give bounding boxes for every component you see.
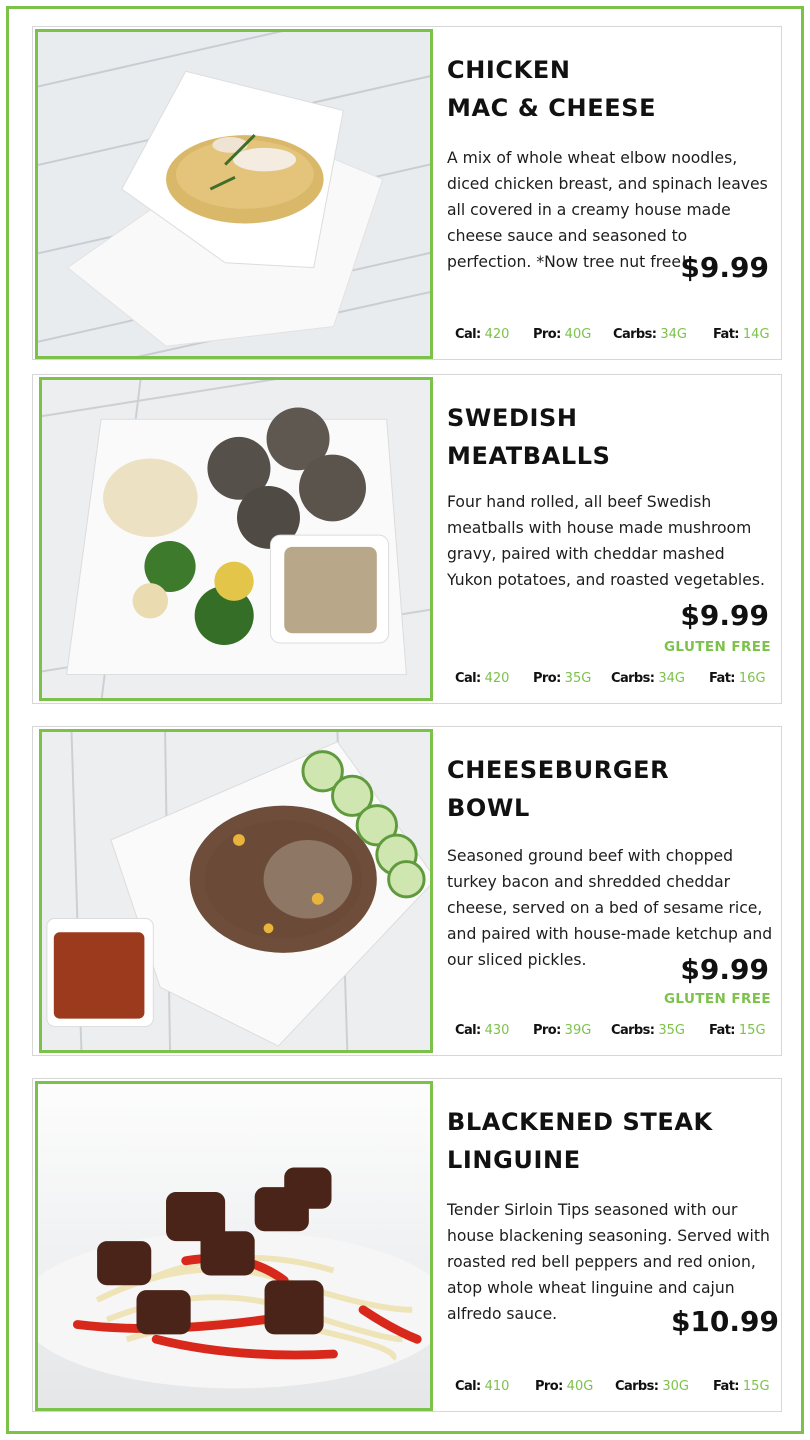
nutrition-row: [455, 1023, 767, 1043]
gluten-free-badge: GLUTEN FREE: [663, 991, 771, 1007]
nutrition-fat: Fat: 15G: [713, 1379, 770, 1394]
blackened-steak-linguine-photo: [35, 1081, 433, 1411]
nutrition-calories: Cal: 420: [455, 327, 510, 342]
nutrition-protein: Pro: 40G: [533, 327, 592, 342]
menu-item-cheeseburger-bowl[interactable]: [32, 726, 782, 1056]
menu-item-blackened-steak-linguine[interactable]: [32, 1078, 782, 1412]
nutrition-calories: Cal: 420: [455, 671, 510, 686]
item-description: Four hand rolled, all beef Swedish meatballs with house made mushroom gravy, paired with cheddar mashed Yukon potatoes, and roasted vegetables.: [447, 493, 765, 589]
nutrition-fat: Fat: 15G: [709, 1023, 766, 1038]
nutrition-protein: Pro: 39G: [533, 1023, 592, 1038]
chicken-mac-cheese-photo: [35, 29, 433, 359]
nutrition-protein: Pro: 40G: [535, 1379, 594, 1394]
item-price: $9.99: [680, 251, 769, 284]
item-title: BLACKENED STEAK LINGUINE: [447, 1108, 713, 1174]
nutrition-protein: Pro: 35G: [533, 671, 592, 686]
item-title: CHEESEBURGER BOWL: [447, 756, 670, 822]
nutrition-carbs: Carbs: 34G: [613, 327, 687, 342]
nutrition-carbs: Carbs: 34G: [611, 671, 685, 686]
cheeseburger-bowl-photo: [39, 729, 433, 1053]
nutrition-calories: Cal: 410: [455, 1379, 510, 1394]
nutrition-row: [455, 327, 770, 347]
item-price: $10.99: [670, 1305, 779, 1338]
nutrition-fat: Fat: 14G: [713, 327, 770, 342]
item-description: Tender Sirloin Tips seasoned with our house blackening seasoning. Served with roasted red bell peppers and red onion, atop whole wheat linguine and cajun alfredo sauce.: [447, 1201, 770, 1323]
item-price: $9.99: [680, 953, 769, 986]
item-title: SWEDISH MEATBALLS: [447, 404, 611, 470]
item-price: $9.99: [680, 599, 769, 632]
menu-item-swedish-meatballs[interactable]: [32, 374, 782, 704]
item-description: A mix of whole wheat elbow noodles, diced chicken breast, and spinach leaves all covered in a creamy house made cheese sauce and seasoned to perfection. *Now tree nut free!: [447, 149, 768, 271]
swedish-meatballs-photo: [39, 377, 433, 701]
item-title: CHICKEN MAC & CHEESE: [447, 56, 657, 122]
nutrition-row: [455, 1379, 770, 1399]
nutrition-calories: Cal: 430: [455, 1023, 510, 1038]
nutrition-carbs: Carbs: 30G: [615, 1379, 689, 1394]
nutrition-carbs: Carbs: 35G: [611, 1023, 685, 1038]
menu-item-chicken-mac-cheese[interactable]: [32, 26, 782, 360]
gluten-free-badge: GLUTEN FREE: [663, 639, 771, 655]
nutrition-fat: Fat: 16G: [709, 671, 766, 686]
nutrition-row: [455, 671, 767, 691]
item-description: Seasoned ground beef with chopped turkey bacon and shredded cheddar cheese, served on a bed of sesame rice, and paired with house-made ketchup and our sliced pickles.: [447, 847, 773, 969]
